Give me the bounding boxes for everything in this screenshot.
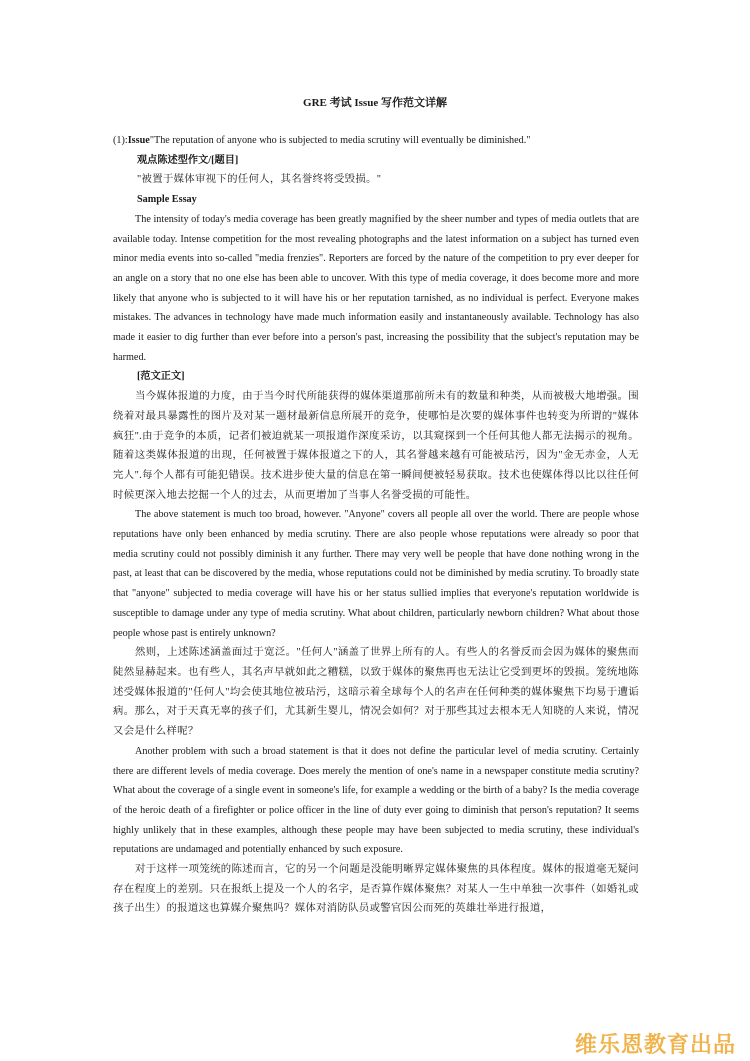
issue-text: "The reputation of anyone who is subjected to media scrutiny will eventually be diminished." [149, 135, 531, 146]
sample-essay-heading: Sample Essay [137, 194, 197, 206]
chinese-prompt: "被置于媒体审视下的任何人，其名誉终将受毁损。" [137, 174, 382, 186]
paragraph-3-chinese: 对于这样一项笼统的陈述而言，它的另一个问题是没能明晰界定媒体聚焦的具体程度。媒体的报道毫无疑问存在程度上的差别。只在报纸上提及一个人的名字，是否算作媒体聚焦？对某人一生中单独一次事件（如婚礼或孩子出生）的报道这也算媒介聚焦吗？媒体对消防队员或警官因公而死的英雄壮举进行报道， [113, 864, 639, 915]
paragraph-1-chinese: 当今媒体报道的力度，由于当今时代所能获得的媒体渠道那前所未有的数量和种类，从而被极大地增强。围绕着对最具暴露性的图片及对某一题材最新信息所展开的竞争，使哪怕是次要的媒体事件也转变为所谓的"媒体疯狂".由于竞争的本质，记者们被迫就某一项报道作深度采访，以其窥探到一个任何其他人都无法揭示的视角。随着这类媒体报道的出现，任何被置于媒体报道之下的人，其名誉越来越有可能被玷污，因为"金无赤金，人无完人".每个人都有可能犯错误。技术进步使大量的信息在第一瞬间便被轻易获取。技术也使媒体得以比以往任何时候更深入地去挖掘一个人的过去，从而更增加了当事人名誉受损的可能性。 [113, 391, 639, 501]
publisher-watermark: 维乐恩教育出品 [574, 1033, 736, 1058]
paragraph-3-english: Another problem with such a broad statement is that it does not define the particular level of media scrutiny. Certainly there are different levels of media coverage. Does merely the mention of one's name in a newspaper constitute media scrutiny? What about the coverage of a single event in someone's life, for example a wedding or the birth of a baby? Is the media coverage of the heroic death of a firefighter or police officer in the line of duty ever going to diminish that person's reputation? It seems highly unlikely that in these examples, although these people may have been subjected to media scrutiny, these individual's reputations are undamaged and potentially enhanced by such exposure. [113, 745, 639, 856]
paragraph-1-english: The intensity of today's media coverage has been greatly magnified by the sheer number and types of media outlets that are available today. Intense competition for the most revealing photographs and the latest information on a subject has turned even minor media events into so-called "media frenzies". Reporters are forced by the nature of the competition to pry ever deeper for an angle on a story that no one else has been able to uncover. With this type of media coverage, it does become more and more likely that anyone who is subjected to it will have his or her reputation tarnished, as no individual is perfect. Everyone makes mistakes. The advances in technology have made much information easily and instantaneously available. Technology has also made it easier to dig further than ever before into a person's past, increasing the possibility that the subject's reputation may be harmed. [113, 213, 639, 363]
issue-line [113, 131, 639, 151]
issue-label: Issue [127, 135, 150, 146]
section-heading: 观点陈述型作文/[题目] [137, 154, 239, 166]
issue-prefix: (1): [113, 135, 128, 146]
document-title: GRE 考试 Issue 写作范文详解 [303, 97, 447, 109]
paragraph-2-english: The above statement is much too broad, however. "Anyone" covers all people all over the world. There are people whose reputations have only been enhanced by media scrutiny. There are also people whose reputations were already so poor that media scrutiny could not possibly diminish it any further. There may very well be people that have done nothing wrong in the past, at least that can be discovered by the media, whose reputations could not be diminished by media scrutiny. To broadly state that "anyone" subjected to media coverage will have his or her status sullied implies that everyone's reputation worldwide is susceptible to damage under any type of media scrutiny. What about children, particularly newborn children? What about those people whose past is entirely unknown? [113, 509, 639, 639]
document-body [113, 131, 639, 919]
translation-heading: [范文正文] [137, 371, 185, 383]
paragraph-2-chinese: 然则，上述陈述涵盖面过于宽泛。"任何人"涵盖了世界上所有的人。有些人的名誉反而会因为媒体的聚焦而陡然显赫起来。也有些人，其名声早就如此之糟糕，以致于媒体的聚焦再也无法让它受到更坏的毁损。笼统地陈述受媒体报道的"任何人"均会使其地位被玷污，这暗示着全球每个人的名声在任何种类的媒体聚焦下均易于遭诟病。那么，对于天真无辜的孩子们，尤其新生婴儿，情况会如何？对于那些其过去根本无人知晓的人来说，情况又会是什么样呢？ [113, 647, 639, 738]
